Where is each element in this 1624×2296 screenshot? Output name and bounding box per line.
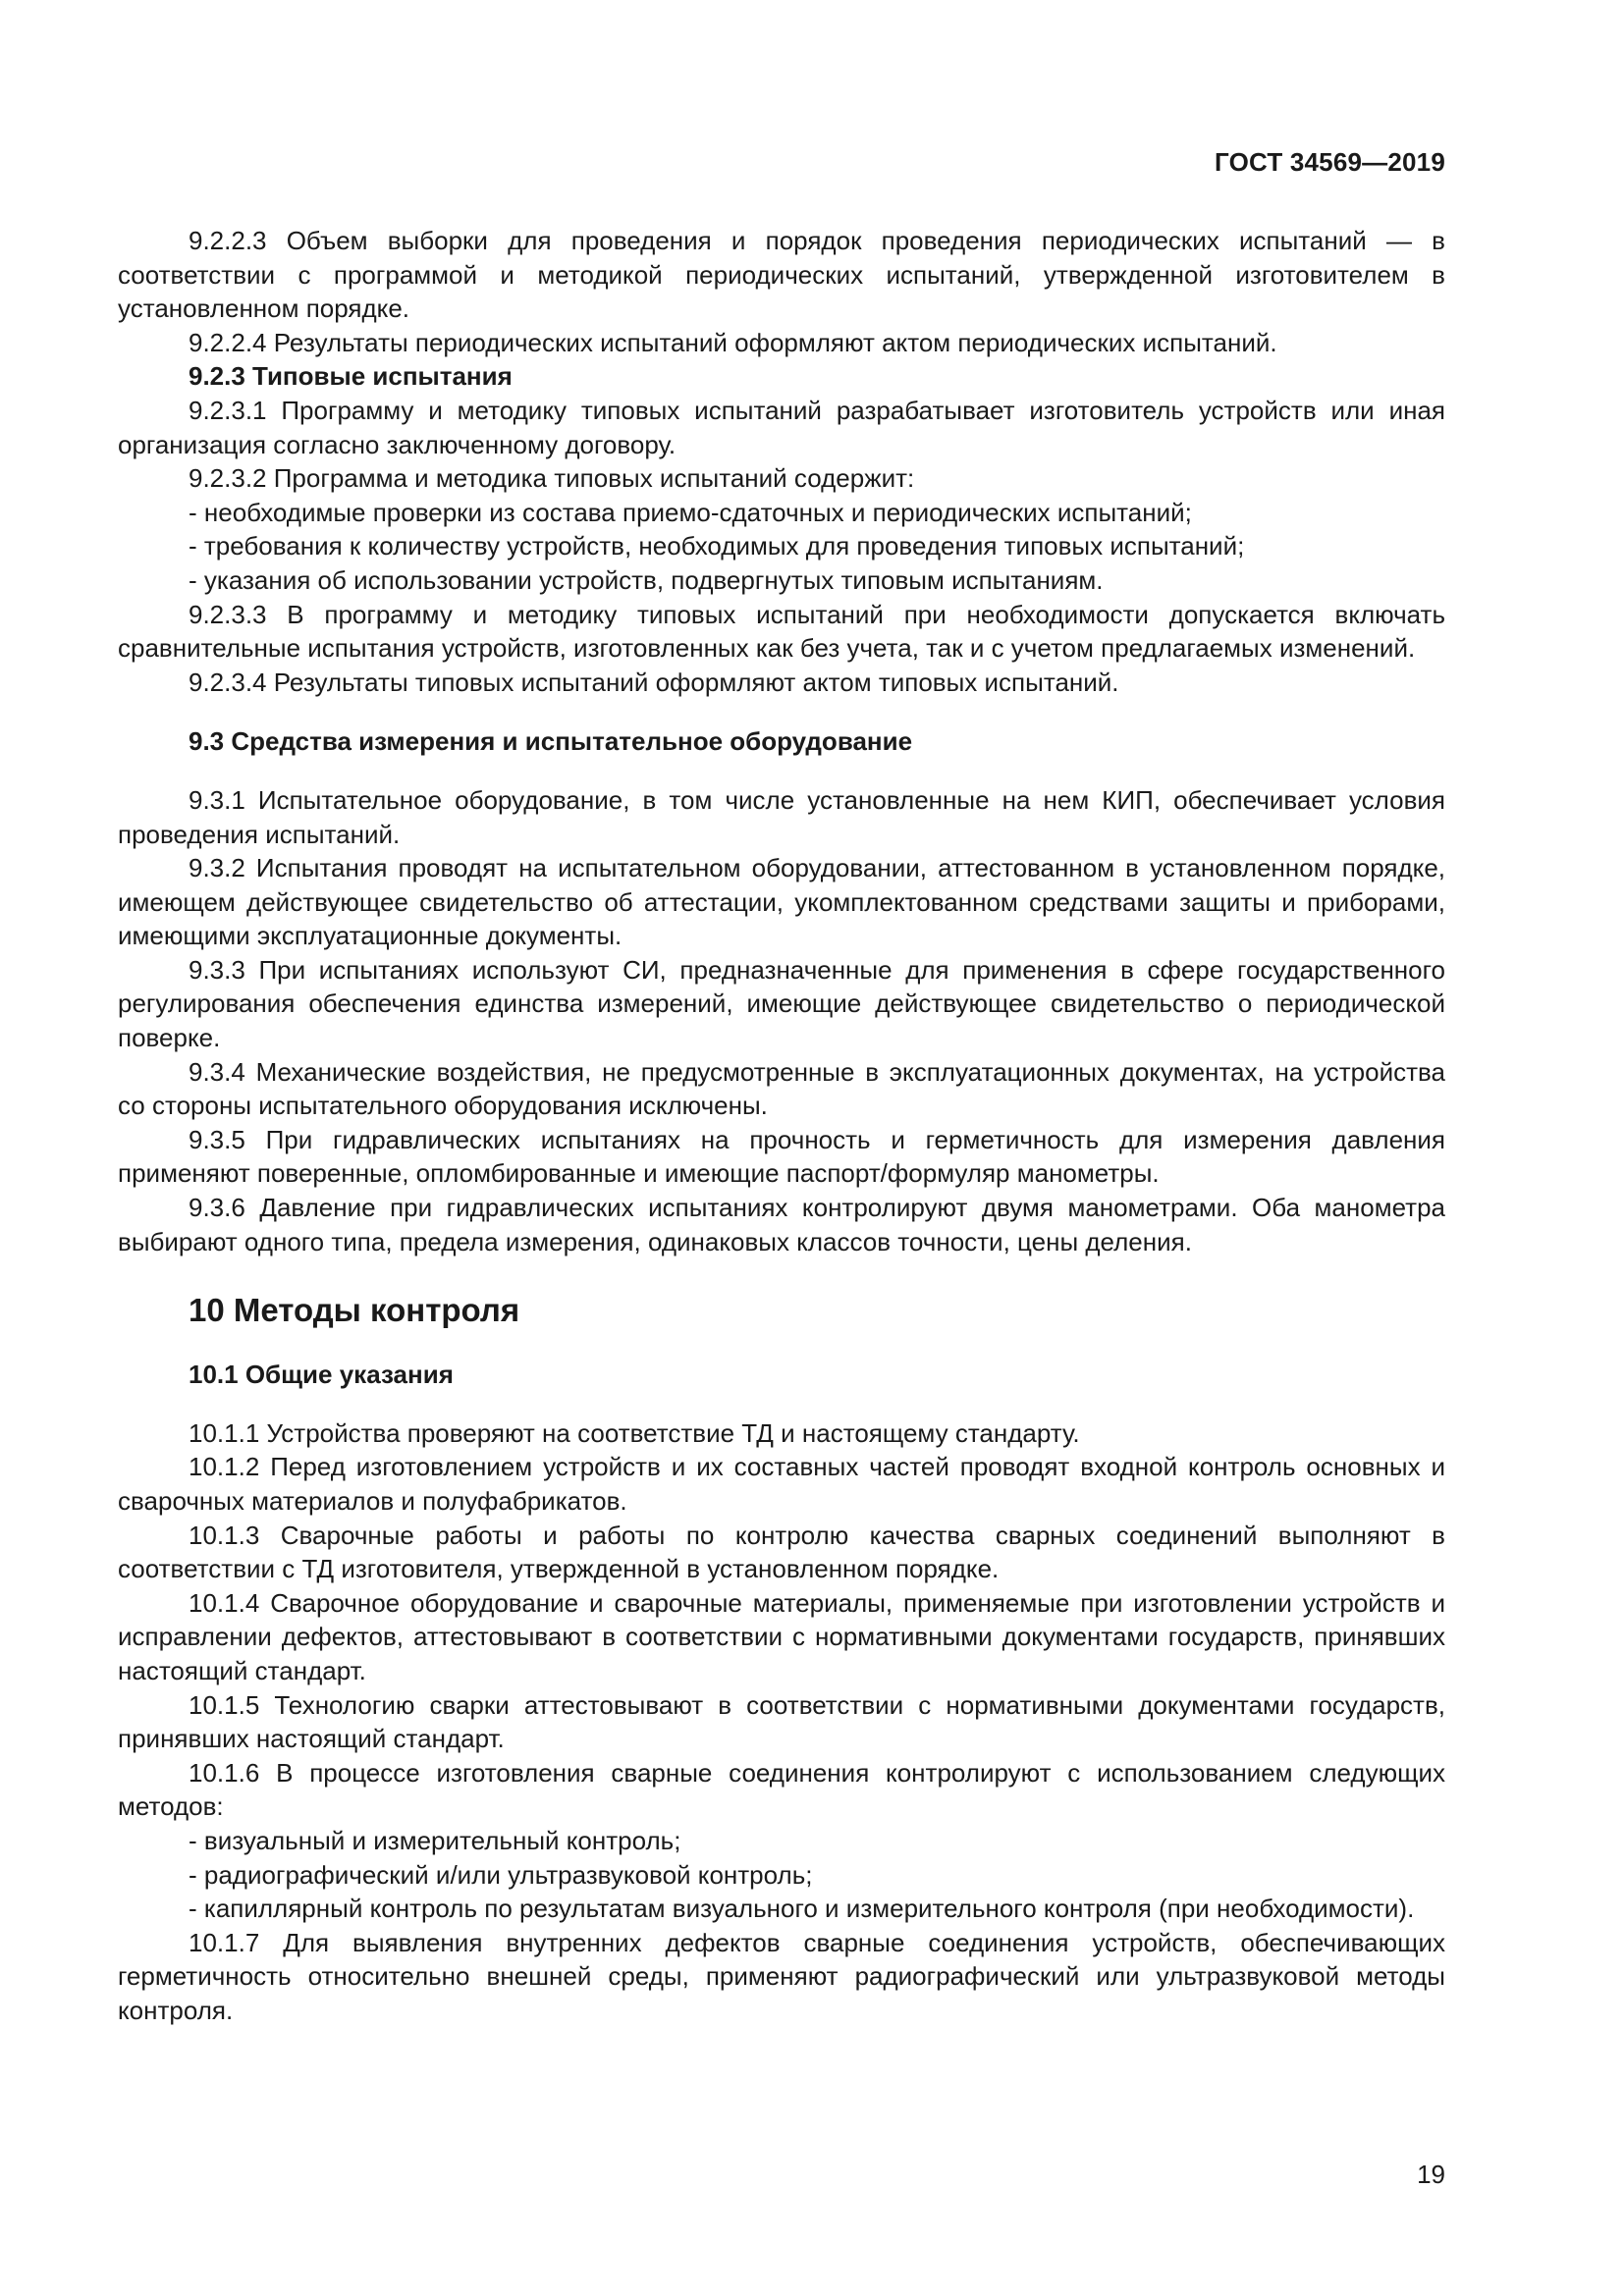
- paragraph-9-3-6: 9.3.6 Давление при гидравлических испытаниях контролируют двумя манометрами. Оба манометра выбирают одного типа, предела измерения, одинаковых классов точности, цены деления.: [118, 1193, 1445, 1256]
- list-item: - необходимые проверки из состава приемо-сдаточных и периодических испытаний;: [189, 497, 1192, 527]
- paragraph-9-3-5: 9.3.5 При гидравлических испытаниях на прочность и герметичность для измерения давления применяют поверенные, опломбированные и имеющие паспорт/формуляр манометры.: [118, 1124, 1445, 1189]
- list-item: - указания об использовании устройств, подвергнутых типовым испытаниям.: [189, 564, 1104, 595]
- heading-9-3: 9.3 Средства измерения и испытательное оборудование: [189, 726, 913, 757]
- paragraph-9-2-3-3: 9.2.3.3 В программу и методику типовых испытаний при необходимости допускается включать сравнительные испытания устройств, изготовленных как без учета, так и с учетом предлагаемых изменений.: [118, 599, 1445, 664]
- list-item: - капиллярный контроль по результатам визуального и измерительного контроля (при необходимости).: [189, 1894, 1415, 1924]
- paragraph-10-1-2: 10.1.2 Перед изготовлением устройств и их составных частей проводят входной контроль основных и сварочных материалов и полуфабрикатов.: [118, 1452, 1445, 1516]
- page-body: [118, 224, 1445, 2028]
- paragraph-10-1-6: 10.1.6 В процессе изготовления сварные соединения контролируют с использованием следующих методов:: [118, 1757, 1445, 1822]
- paragraph-9-2-2-4: 9.2.2.4 Результаты периодических испытаний оформляют актом периодических испытаний.: [189, 327, 1277, 357]
- paragraph-9-2-3-2: 9.2.3.2 Программа и методика типовых испытаний содержит:: [189, 463, 915, 494]
- paragraph-9-2-2-3: 9.2.2.3 Объем выборки для проведения и порядок проведения периодических испытаний — в соответствии с программой и методикой периодических испытаний, утвержденной изготовителем в установленном порядке.: [118, 226, 1445, 324]
- paragraph-9-3-3: 9.3.3 При испытаниях используют СИ, предназначенные для применения в сфере государственного регулирования обеспечения единства измерений, имеющие действующее свидетельство о периодической поверке.: [118, 954, 1445, 1053]
- page-number: 19: [1417, 2160, 1445, 2189]
- spacer: [118, 1258, 1445, 1291]
- document-header-id: ГОСТ 34569—2019: [1215, 147, 1445, 177]
- paragraph-10-1-3: 10.1.3 Сварочные работы и работы по контролю качества сварных соединений выполняют в соответствии с ТД изготовителя, утвержденной в установленном порядке.: [118, 1520, 1445, 1584]
- paragraph-10-1-7: 10.1.7 Для выявления внутренних дефектов сварные соединения устройств, обеспечивающих герметичность относительно внешней среды, применяют радиографический или ультразвуковой методы контроля.: [118, 1927, 1445, 2025]
- paragraph-9-2-3-4: 9.2.3.4 Результаты типовых испытаний оформляют актом типовых испытаний.: [189, 667, 1119, 697]
- paragraph-9-2-3-1: 9.2.3.1 Программу и методику типовых испытаний разрабатывает изготовитель устройств или иная организация согласно заключенному договору.: [118, 395, 1445, 459]
- heading-10-1: 10.1 Общие указания: [189, 1360, 454, 1390]
- paragraph-9-3-4: 9.3.4 Механические воздействия, не предусмотренные в эксплуатационных документах, на устройства со стороны испытательного оборудования исключены.: [118, 1056, 1445, 1121]
- list-item: - радиографический и/или ультразвуковой контроль;: [189, 1859, 813, 1890]
- spacer: [118, 699, 1445, 724]
- paragraph-10-1-4: 10.1.4 Сварочное оборудование и сварочные материалы, применяемые при изготовлении устройств и исправлении дефектов, аттестовывают в соответствии с нормативными документами государств, принявших настоящий стандарт.: [118, 1587, 1445, 1685]
- heading-9-2-3: 9.2.3 Типовые испытания: [189, 361, 513, 392]
- paragraph-9-3-1: 9.3.1 Испытательное оборудование, в том числе установленные на нем КИП, обеспечивает условия проведения испытаний.: [118, 784, 1445, 849]
- paragraph-9-3-2: 9.3.2 Испытания проводят на испытательном оборудовании, аттестованном в установленном порядке, имеющем действующее свидетельство об аттестации, укомплектованном средствами защиты и приборами, имеющими эксплуатационные документы.: [118, 853, 1445, 951]
- heading-section-10: 10 Методы контроля: [189, 1292, 520, 1329]
- spacer: [118, 1392, 1445, 1416]
- paragraph-10-1-5: 10.1.5 Технологию сварки аттестовывают в соответствии с нормативными документами государств, принявших настоящий стандарт.: [118, 1689, 1445, 1754]
- list-item: - требования к количеству устройств, необходимых для проведения типовых испытаний;: [189, 531, 1245, 561]
- list-item: - визуальный и измерительный контроль;: [189, 1825, 681, 1855]
- spacer: [118, 1330, 1445, 1358]
- spacer: [118, 759, 1445, 783]
- paragraph-10-1-1: 10.1.1 Устройства проверяют на соответствие ТД и настоящему стандарту.: [189, 1417, 1080, 1448]
